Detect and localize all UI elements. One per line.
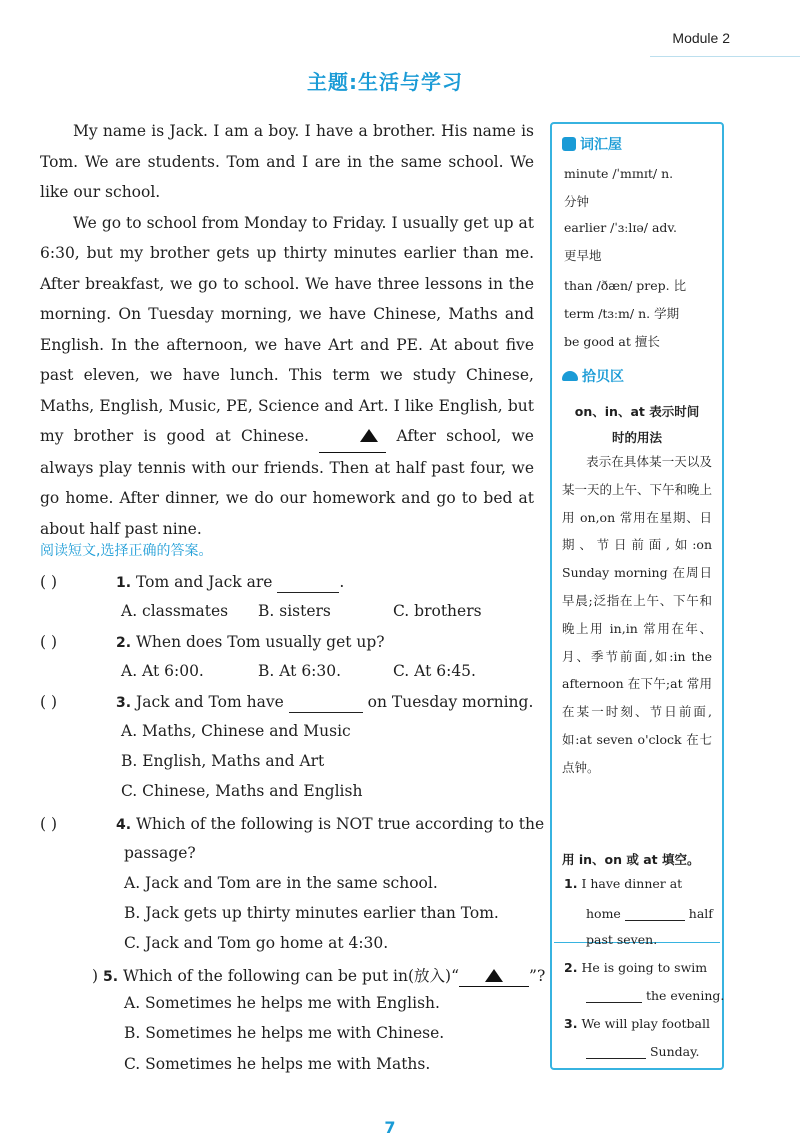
fill-blank[interactable] xyxy=(625,904,685,921)
question-text-end: . xyxy=(339,573,345,591)
vocab-meaning: 更早地 xyxy=(564,248,602,263)
answer-blank xyxy=(289,696,363,713)
question-text-end: on Tuesday morning. xyxy=(362,693,534,711)
question-text-continued: passage? xyxy=(124,844,196,862)
question-number: 1. xyxy=(116,575,132,591)
paragraph-2-part-b: After school, we always play tennis with our friends. Then at half past four, we go home. After dinner, we do our homework and go to bed at about half past nine. xyxy=(40,427,534,538)
option-a[interactable]: A. Maths, Chinese and Music xyxy=(121,722,351,740)
question-text: When does Tom usually get up? xyxy=(136,633,385,651)
fill-blank[interactable] xyxy=(586,1042,646,1059)
tips-body: 表示在具体某一天以及某一天的上午、下午和晚上用 on,on 常用在星期、日期、节日前面,如:on Sunday morning 在周日早晨;泛指在上午、下午和晚上用 in,in 常用在年、月、季节前面,如:in the afternoon 在下午;at 常用在某一时刻、节日前面,如:at seven o'clock 在七点钟。 xyxy=(562,454,713,775)
option-c[interactable]: C. Chinese, Maths and English xyxy=(121,782,363,800)
question-text-end: ”? xyxy=(529,967,546,985)
page-number: 7 xyxy=(384,1118,396,1137)
option-b[interactable]: B. Sometimes he helps me with Chinese. xyxy=(124,1024,445,1042)
vocab-item: be good at 擅长 xyxy=(564,334,660,349)
fill-number: 2. xyxy=(564,960,578,975)
option-a[interactable]: A. Sometimes he helps me with English. xyxy=(124,994,440,1012)
option-b[interactable]: B. At 6:30. xyxy=(258,662,342,680)
option-c[interactable]: C. Jack and Tom go home at 4:30. xyxy=(124,934,389,952)
blank-marker xyxy=(319,421,386,453)
fill-item-2-line-2 xyxy=(586,986,724,1003)
option-c[interactable]: C. Sometimes he helps me with Maths. xyxy=(124,1055,431,1073)
shell-icon xyxy=(562,371,578,381)
option-b[interactable]: B. sisters xyxy=(258,602,331,620)
vocab-meaning: 分钟 xyxy=(564,194,590,209)
paragraph-2 xyxy=(40,208,534,545)
option-c[interactable]: C. At 6:45. xyxy=(393,662,476,680)
fill-item-3-line-2 xyxy=(586,1042,699,1059)
option-c[interactable]: C. brothers xyxy=(393,602,482,620)
triangle-icon xyxy=(485,969,503,982)
question-4 xyxy=(40,814,544,835)
option-b[interactable]: B. Jack gets up thirty minutes earlier than Tom. xyxy=(124,904,499,922)
question-text: Which of the following is NOT true according to the xyxy=(136,815,545,833)
answer-paren[interactable]: ) xyxy=(92,967,99,985)
module-label: Module 2 xyxy=(672,30,730,46)
fill-text: He is going to swim xyxy=(581,960,708,975)
fill-text: the evening. xyxy=(645,988,725,1003)
fill-number: 3. xyxy=(564,1016,578,1031)
question-text: Tom and Jack are xyxy=(136,573,278,591)
fill-text: Sunday. xyxy=(649,1044,700,1059)
question-number: 2. xyxy=(116,635,132,651)
fill-item-1-line-3: past seven. xyxy=(586,932,658,947)
tips-subheading: on、in、at 表示时间 xyxy=(574,404,700,419)
answer-blank xyxy=(277,576,339,593)
header-rule xyxy=(650,56,800,57)
option-a[interactable]: A. At 6:00. xyxy=(121,662,204,680)
tips-text xyxy=(562,448,712,782)
answer-paren[interactable]: ( ) xyxy=(40,573,58,591)
option-a[interactable]: A. Jack and Tom are in the same school. xyxy=(124,874,438,892)
reading-passage xyxy=(40,116,534,544)
fill-title: 用 in、on 或 at 填空。 xyxy=(562,852,700,867)
fill-item-2 xyxy=(564,960,707,975)
option-a[interactable]: A. classmates xyxy=(121,602,229,620)
fill-item-1-line-2 xyxy=(586,904,713,921)
paragraph-1: My name is Jack. I am a boy. I have a brother. His name is Tom. We are students. Tom and I are in the same school. We like our school. xyxy=(40,122,534,201)
answer-paren[interactable]: ( ) xyxy=(40,815,58,833)
fill-number: 1. xyxy=(564,876,578,891)
option-b[interactable]: B. English, Maths and Art xyxy=(121,752,325,770)
question-2 xyxy=(40,632,385,653)
triangle-icon xyxy=(360,429,378,442)
blank-marker xyxy=(459,966,529,987)
answer-paren[interactable]: ( ) xyxy=(40,693,58,711)
fill-item-1 xyxy=(564,876,682,891)
fill-blank[interactable] xyxy=(586,986,642,1003)
tips-heading xyxy=(562,366,624,386)
book-icon xyxy=(562,137,576,151)
question-number: 4. xyxy=(116,817,132,833)
instruction: 阅读短文,选择正确的答案。 xyxy=(40,543,213,559)
vocab-item: minute /ˈmɪnɪt/ n. xyxy=(564,166,674,181)
vocab-item: than /ðæn/ prep. 比 xyxy=(564,278,687,293)
page-title: 主题:生活与学习 xyxy=(307,70,463,94)
question-1 xyxy=(40,572,344,593)
question-5 xyxy=(92,966,545,987)
vocab-title: 词汇屋 xyxy=(580,137,622,153)
fill-text: We will play football xyxy=(581,1016,710,1031)
tips-subheading: 时的用法 xyxy=(611,430,662,445)
fill-text: home xyxy=(586,906,621,921)
paragraph-2-part-a: We go to school from Monday to Friday. I usually get up at 6:30, but my brother gets up thirty minutes earlier than me. After breakfast, we go to school. We have three lessons in the morning. On Tuesday morning, we have Chinese, Maths and English. In the afternoon, we have Art and PE. At about five past eleven, we have lunch. This term we study Chinese, Maths, English, Music, PE, Science and Art. I like English, but my brother is good at Chinese. xyxy=(40,213,534,445)
question-text: Which of the following can be put in(放入)“ xyxy=(123,967,460,985)
question-text: Jack and Tom have xyxy=(136,693,289,711)
vocab-item: term /tɜːm/ n. 学期 xyxy=(564,306,680,321)
answer-paren[interactable]: ( ) xyxy=(40,633,58,651)
fill-item-3 xyxy=(564,1016,710,1031)
sidebar-box xyxy=(550,122,724,1070)
fill-text: I have dinner at xyxy=(581,876,683,891)
tips-title: 拾贝区 xyxy=(582,369,624,385)
vocab-heading xyxy=(562,134,622,154)
fill-text: half xyxy=(688,906,713,921)
vocab-item: earlier /ˈɜːlɪə/ adv. xyxy=(564,220,677,235)
question-number: 3. xyxy=(116,695,132,711)
question-number: 5. xyxy=(103,969,119,985)
question-3 xyxy=(40,692,533,713)
